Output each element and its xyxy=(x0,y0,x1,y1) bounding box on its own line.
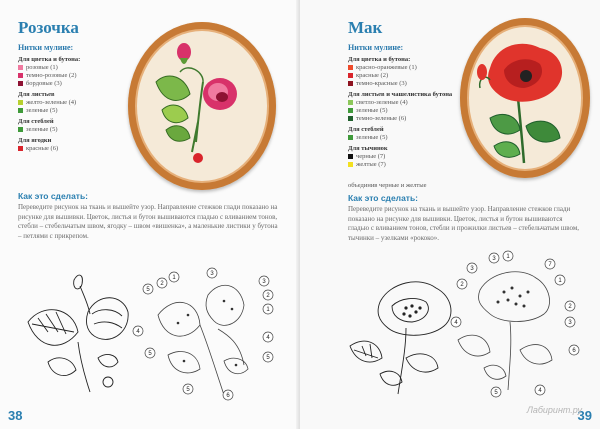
thread-group-label: Для тычинок xyxy=(348,145,388,152)
thread-item xyxy=(18,80,128,87)
thread-group-label: Для стеблей xyxy=(348,126,384,133)
threads-list xyxy=(348,52,468,168)
thread-item xyxy=(18,145,128,152)
color-swatch xyxy=(18,73,23,78)
thread-item-label: светло-зеленые (4) xyxy=(356,99,408,106)
howto-heading: Как это сделать: xyxy=(348,193,419,203)
thread-group-label: Для листьев xyxy=(18,91,55,98)
thread-group-label: Для цветка и бутона: xyxy=(348,56,411,63)
page-title: Мак xyxy=(348,18,383,37)
thread-group-label: Для цветка и бутона: xyxy=(18,56,81,63)
embroidery-photo-poppy xyxy=(460,18,590,178)
thread-item xyxy=(348,134,468,141)
thread-item xyxy=(18,107,128,114)
svg-text:2: 2 xyxy=(460,282,464,288)
color-swatch xyxy=(18,65,23,70)
thread-group-label: Для стеблей xyxy=(18,118,54,125)
color-swatch xyxy=(348,81,353,86)
page-number: 39 xyxy=(577,408,592,423)
thread-item-label: розовые (1) xyxy=(26,64,58,71)
svg-text:5: 5 xyxy=(146,287,150,293)
thread-item-label: бордовые (3) xyxy=(26,80,62,87)
thread-item xyxy=(18,72,128,79)
svg-text:5: 5 xyxy=(186,387,190,393)
thread-item-label: зеленые (5) xyxy=(26,107,58,114)
thread-item-label: красные (2) xyxy=(356,72,389,79)
howto-heading: Как это сделать: xyxy=(18,191,89,201)
howto-text: Переведите рисунок на ткань и вышейте узор. Направление стежков глади показано на рисунке для вышивки. Цветок, листья и бутон вышиваются гладью с вливанием тонов, стебли и прожилки листьев – стебельчатым швом, тычинки – узелками «рококо». xyxy=(348,205,580,242)
thread-item xyxy=(348,115,468,122)
svg-text:7: 7 xyxy=(548,262,552,268)
right-page xyxy=(300,0,600,429)
thread-item xyxy=(18,99,128,106)
thread-item xyxy=(348,107,468,114)
rose-stitch-diagram xyxy=(128,265,288,407)
page-title: Розочка xyxy=(18,18,79,37)
color-swatch xyxy=(348,135,353,140)
thread-item xyxy=(348,161,468,168)
thread-item xyxy=(18,126,128,133)
svg-text:3: 3 xyxy=(210,271,214,277)
thread-item-label: желто-зеленые (4) xyxy=(26,99,77,106)
color-swatch xyxy=(18,127,23,132)
svg-text:3: 3 xyxy=(470,266,474,272)
thread-item xyxy=(348,99,468,106)
poppy-stitch-diagram xyxy=(450,250,590,400)
thread-item xyxy=(348,80,468,87)
svg-text:5: 5 xyxy=(266,355,270,361)
svg-text:3: 3 xyxy=(492,256,496,262)
poppy-embroidery-image xyxy=(460,18,590,178)
svg-text:4: 4 xyxy=(136,329,140,335)
color-swatch xyxy=(348,73,353,78)
thread-item-label: темно-зеленые (6) xyxy=(356,115,407,122)
thread-item xyxy=(348,64,468,71)
svg-text:2: 2 xyxy=(568,304,572,310)
thread-item-label: темно-розовые (2) xyxy=(26,72,77,79)
svg-text:5: 5 xyxy=(148,351,152,357)
thread-item-label: желтые (7) xyxy=(356,161,386,168)
svg-text:1: 1 xyxy=(266,307,270,313)
svg-text:2: 2 xyxy=(160,281,164,287)
thread-item xyxy=(18,64,128,71)
threads-heading: Нитки мулине: xyxy=(348,43,404,52)
threads-note: объединив черные и желтые xyxy=(348,182,427,189)
svg-text:6: 6 xyxy=(226,393,230,399)
svg-text:1: 1 xyxy=(506,254,510,260)
svg-text:1: 1 xyxy=(558,278,562,284)
color-swatch xyxy=(18,81,23,86)
thread-item-label: черные (7) xyxy=(356,153,386,160)
svg-text:3: 3 xyxy=(568,320,572,326)
rose-embroidery-image xyxy=(128,22,276,190)
embroidery-photo-rose xyxy=(128,22,276,190)
svg-text:4: 4 xyxy=(266,335,270,341)
thread-item xyxy=(348,153,468,160)
color-swatch xyxy=(18,146,23,151)
thread-item xyxy=(348,72,468,79)
thread-item-label: зеленые (5) xyxy=(356,107,388,114)
thread-item-label: зеленые (5) xyxy=(26,126,58,133)
svg-text:2: 2 xyxy=(266,293,270,299)
color-swatch xyxy=(18,100,23,105)
color-swatch xyxy=(348,100,353,105)
thread-group-label: Для листьев и чашелистика бутона xyxy=(348,91,453,98)
color-swatch xyxy=(348,108,353,113)
thread-item-label: красные (6) xyxy=(26,145,59,152)
threads-heading: Нитки мулине: xyxy=(18,43,74,52)
thread-item-label: темно-красные (3) xyxy=(356,80,407,87)
svg-text:1: 1 xyxy=(172,275,176,281)
color-swatch xyxy=(348,162,353,167)
svg-text:4: 4 xyxy=(454,320,458,326)
page-number: 38 xyxy=(8,408,23,423)
threads-list xyxy=(18,52,128,152)
thread-item-label: зеленые (5) xyxy=(356,134,388,141)
howto-text: Переведите рисунок на ткань и вышейте узор. Направление стежков глади показано на рисунке для вышивки. Цветок, листья и бутон вышиваются гладью с вливанием тонов, стебли – стебельчатым швом, ягодку – швом «вишенка», а маленькие листики у бутона – петлями с прикрепом. xyxy=(18,203,278,240)
color-swatch xyxy=(348,116,353,121)
thread-group-label: Для ягодки xyxy=(18,137,52,144)
svg-text:5: 5 xyxy=(494,390,498,396)
color-swatch xyxy=(348,154,353,159)
svg-text:4: 4 xyxy=(538,388,542,394)
svg-text:6: 6 xyxy=(572,348,576,354)
color-swatch xyxy=(348,65,353,70)
thread-item-label: красно-оранжевые (1) xyxy=(356,64,417,71)
color-swatch xyxy=(18,108,23,113)
watermark: Лабиринт.ру xyxy=(526,405,582,415)
svg-text:3: 3 xyxy=(262,279,266,285)
